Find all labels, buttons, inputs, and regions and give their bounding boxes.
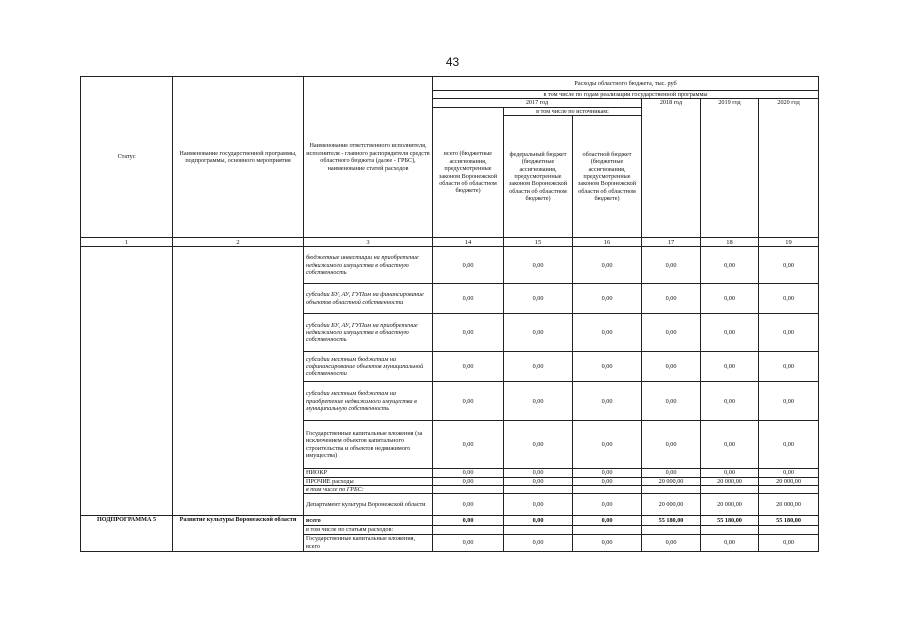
header-year-2018: 2018 год — [642, 99, 701, 238]
cell-value: 0,00 — [433, 421, 504, 469]
header-executor: Наименование ответственного исполнителя, исполнителя - главного распорядителя средств областного бюджета (далее - ГРБС), наименование статей расходов — [304, 77, 433, 238]
cell-value: 0,00 — [759, 247, 819, 284]
row-label: в том числе по ГРБС: — [304, 486, 433, 494]
cell-value: 0,00 — [504, 314, 573, 352]
cell-value: 0,00 — [504, 284, 573, 314]
header-by-years: в том числе по годам реализации государственной программы — [433, 91, 819, 99]
cell-value — [433, 526, 504, 534]
cell-value: 0,00 — [759, 469, 819, 477]
cell-value — [504, 486, 573, 494]
cell-value: 0,00 — [642, 382, 701, 421]
cell-value — [642, 486, 701, 494]
cell-value: 0,00 — [504, 516, 573, 526]
cell-value: 0,00 — [573, 421, 642, 469]
cell-value: 0,00 — [759, 421, 819, 469]
cell-value — [701, 486, 759, 494]
header-federal-col: федеральный бюджет (бюджетные ассигнования, предусмотренные законом Воронежской области об областном бюджете) — [504, 116, 573, 238]
cell-value: 0,00 — [573, 534, 642, 551]
cell-value — [433, 486, 504, 494]
cell-value — [759, 486, 819, 494]
row-label: Департамент культуры Воронежской области — [304, 494, 433, 516]
cell-value: 0,00 — [642, 352, 701, 382]
col-num: 19 — [759, 238, 819, 247]
cell-value: 55 180,00 — [701, 516, 759, 526]
page-number: 43 — [445, 55, 460, 69]
cell-value: 0,00 — [433, 469, 504, 477]
cell-value: 0,00 — [642, 314, 701, 352]
cell-value — [573, 486, 642, 494]
cell-value: 0,00 — [759, 382, 819, 421]
cell-value: 0,00 — [573, 469, 642, 477]
cell-value: 20 000,00 — [642, 494, 701, 516]
cell-value — [573, 526, 642, 534]
cell-value: 0,00 — [433, 314, 504, 352]
cell-value: 0,00 — [642, 421, 701, 469]
row-label: НИОКР — [304, 469, 433, 477]
status-cell-empty — [81, 247, 173, 516]
row-label: Государственные капитальные вложения (за исключением объектов капитального строительства и объектов недвижимого имущества) — [304, 421, 433, 469]
cell-value: 0,00 — [433, 477, 504, 485]
header-year-2020: 2020 год — [759, 99, 819, 238]
cell-value — [504, 526, 573, 534]
header-budget-title: Расходы областного бюджета, тыс. руб — [433, 77, 819, 91]
cell-value: 0,00 — [433, 494, 504, 516]
cell-value: 0,00 — [642, 247, 701, 284]
cell-value — [701, 526, 759, 534]
cell-value: 55 180,00 — [642, 516, 701, 526]
table-row — [81, 247, 819, 284]
cell-value: 0,00 — [759, 534, 819, 551]
cell-value: 20 000,00 — [701, 477, 759, 485]
cell-value — [642, 526, 701, 534]
col-num: 16 — [573, 238, 642, 247]
col-num: 3 — [304, 238, 433, 247]
row-label: субсидии местным бюджетам на приобретение недвижимого имущества в муниципальную собственность — [304, 382, 433, 421]
cell-value: 0,00 — [701, 382, 759, 421]
row-label: субсидии БУ, АУ, ГУПам на приобретение недвижимого имущества в областную собственность — [304, 314, 433, 352]
cell-value: 0,00 — [759, 314, 819, 352]
cell-value: 0,00 — [504, 477, 573, 485]
row-label: субсидии БУ, АУ, ГУПам на финансирование объектов областной собственности — [304, 284, 433, 314]
row-label: субсидии местным бюджетам на софинансирование объектов муниципальной собственности — [304, 352, 433, 382]
cell-value: 0,00 — [573, 516, 642, 526]
cell-value: 0,00 — [701, 469, 759, 477]
cell-value: 0,00 — [573, 494, 642, 516]
program-cell-empty — [173, 247, 304, 516]
cell-value: 0,00 — [433, 534, 504, 551]
cell-value: 20 000,00 — [759, 477, 819, 485]
cell-value: 0,00 — [642, 469, 701, 477]
cell-value: 55 180,00 — [759, 516, 819, 526]
cell-value: 0,00 — [701, 314, 759, 352]
header-year-2017: 2017 год — [433, 99, 642, 107]
row-label: бюджетные инвестиции на приобретение недвижимого имущества в областную собственность — [304, 247, 433, 284]
header-total-col: всего (бюджетные ассигнования, предусмотренные законом Воронежской области об областном бюджете) — [433, 107, 504, 237]
header-by-sources: в том числе по источникам: — [504, 107, 642, 115]
cell-value: 0,00 — [701, 284, 759, 314]
cell-value: 20 000,00 — [759, 494, 819, 516]
cell-value — [759, 526, 819, 534]
col-num: 2 — [173, 238, 304, 247]
subprogram-name: Развитие культуры Воронежской области — [173, 516, 304, 551]
header-status: Статус — [81, 77, 173, 238]
header-program-name: Наименование государственной программы, подпрограммы, основного мероприятия — [173, 77, 304, 238]
cell-value: 0,00 — [433, 516, 504, 526]
cell-value: 20 000,00 — [642, 477, 701, 485]
col-num: 15 — [504, 238, 573, 247]
row-label: ПРОЧИЕ расходы — [304, 477, 433, 485]
cell-value: 0,00 — [759, 352, 819, 382]
cell-value: 0,00 — [573, 382, 642, 421]
cell-value: 20 000,00 — [701, 494, 759, 516]
cell-value: 0,00 — [642, 534, 701, 551]
cell-value: 0,00 — [433, 247, 504, 284]
cell-value: 0,00 — [573, 477, 642, 485]
cell-value: 0,00 — [433, 382, 504, 421]
cell-value: 0,00 — [504, 247, 573, 284]
cell-value: 0,00 — [573, 314, 642, 352]
cell-value: 0,00 — [504, 534, 573, 551]
cell-value: 0,00 — [504, 382, 573, 421]
row-label: в том числе по статьям расходов: — [304, 526, 433, 534]
header-regional-col: областной бюджет (бюджетные ассигнования, предусмотренные законом Воронежской области об областном бюджете) — [573, 116, 642, 238]
cell-value: 0,00 — [433, 352, 504, 382]
subprogram-total-label: всего — [304, 516, 433, 526]
cell-value: 0,00 — [701, 421, 759, 469]
cell-value: 0,00 — [642, 284, 701, 314]
col-num: 1 — [81, 238, 173, 247]
cell-value: 0,00 — [701, 352, 759, 382]
cell-value: 0,00 — [573, 247, 642, 284]
subprogram-status: ПОДПРОГРАММА 5 — [81, 516, 173, 551]
cell-value: 0,00 — [759, 284, 819, 314]
cell-value: 0,00 — [701, 247, 759, 284]
cell-value: 0,00 — [573, 352, 642, 382]
col-num: 18 — [701, 238, 759, 247]
cell-value: 0,00 — [504, 352, 573, 382]
header-year-2019: 2019 год — [701, 99, 759, 238]
subprogram-row — [81, 516, 819, 526]
col-num: 14 — [433, 238, 504, 247]
budget-table — [80, 76, 819, 552]
cell-value: 0,00 — [504, 494, 573, 516]
row-label: Государственные капитальные вложения, всего — [304, 534, 433, 551]
col-num: 17 — [642, 238, 701, 247]
cell-value: 0,00 — [701, 534, 759, 551]
cell-value: 0,00 — [504, 421, 573, 469]
cell-value: 0,00 — [433, 284, 504, 314]
cell-value: 0,00 — [504, 469, 573, 477]
cell-value: 0,00 — [573, 284, 642, 314]
